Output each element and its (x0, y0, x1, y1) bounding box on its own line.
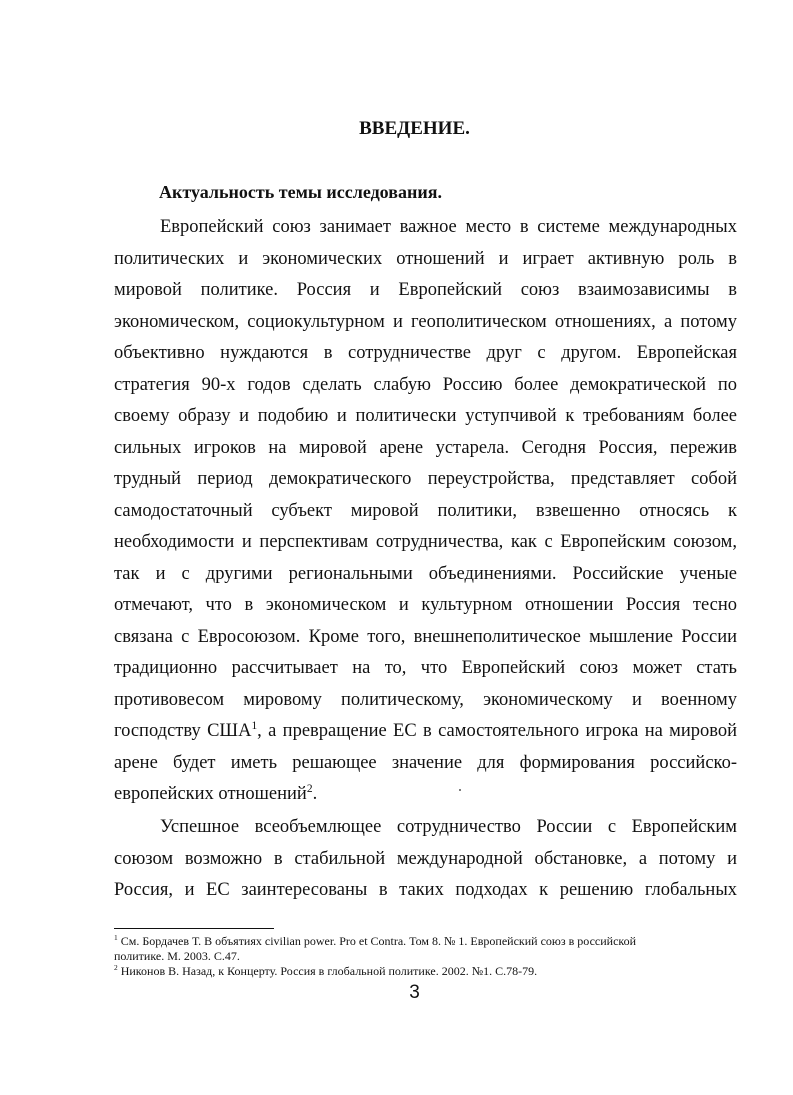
text-line: противовесом мировому политическому, экономическому и военному (114, 689, 737, 710)
text-line-with-footnote-1 (114, 716, 737, 748)
text-line: отмечают, что в экономическом и культурном отношении Россия тесно (114, 595, 737, 615)
text-line: политических и экономических отношений и играет активную роль в (114, 248, 737, 269)
footnote-text: См. Бордачев Т. В объятиях civilian power. Pro et Contra. Том 8. № 1. Европейский союз в российской (117, 934, 637, 948)
footnote-1-continuation: политике. М. 2003. С.47. (114, 949, 240, 963)
text-line: союзом возможно в стабильной международной обстановке, а потому и (114, 848, 737, 869)
text-line: связана с Евросоюзом. Кроме того, внешнеполитическое мышление России (114, 626, 737, 647)
footnote-ref-1[interactable]: 1 (251, 719, 258, 732)
text-line: сильных игроков на мировой арене устарела. Сегодня Россия, пережив (114, 437, 737, 458)
text-fragment: господству США (114, 721, 252, 741)
page-title: ВВЕДЕНИЕ. (359, 118, 470, 139)
footnote-2 (114, 964, 737, 979)
footnote-1 (114, 934, 737, 949)
footnote-text: Никонов В. Назад, к Концерту. Россия в глобальной политике. 2002. №1. С.78-79. (117, 964, 538, 978)
text-line: необходимости и перспективам сотрудничества, как с Европейским союзом, (114, 532, 737, 552)
text-line: мировой политике. Россия и Европейский союз взаимозависимы в (114, 280, 737, 300)
footnote-marker: 2 (114, 963, 118, 972)
text-line: трудный период демократического переустройства, представляет собой (114, 469, 737, 489)
paragraph-2 (114, 812, 737, 907)
section-subheading: Актуальность темы исследования. (159, 182, 442, 202)
text-line: экономическом, социокультурном и геополитическом отношениях, а потому (114, 311, 737, 332)
text-line: Россия, и ЕС заинтересованы в таких подходах к решению глобальных (114, 880, 737, 900)
text-line-with-footnote-2 (114, 779, 737, 811)
text-line: объективно нуждаются в сотрудничестве друг с другом. Европейская (114, 343, 737, 363)
text-line: так и с другими региональными объединениями. Российские ученые (114, 563, 737, 584)
text-line: Европейский союз занимает важное место в системе международных (160, 217, 737, 237)
text-line: своему образу и подобию и политически уступчивой к требованиям более (114, 406, 737, 426)
footnotes (114, 934, 737, 979)
text-line: арене будет иметь решающее значение для формирования российско- (114, 752, 737, 773)
footnote-separator (114, 928, 274, 929)
page-number: 3 (409, 982, 420, 1003)
text-line: самодостаточный субъект мировой политики, взвешенно относясь к (114, 500, 737, 521)
text-fragment: , а превращение ЕС в самостоятельного игрока на мировой (257, 721, 738, 741)
text-line: традиционно рассчитывает на то, что Европейский союз может стать (114, 658, 737, 678)
footnote-marker: 1 (114, 933, 118, 942)
footnote-ref-2[interactable]: 2 (306, 782, 313, 795)
paragraph-1 (114, 212, 737, 811)
scan-speck (459, 789, 461, 791)
text-fragment: европейских отношений (114, 784, 307, 804)
text-line: Успешное всеобъемлющее сотрудничество России с Европейским (160, 817, 737, 837)
text-fragment: . (312, 784, 318, 804)
text-line: стратегия 90-х годов сделать слабую Россию более демократической по (114, 374, 737, 395)
